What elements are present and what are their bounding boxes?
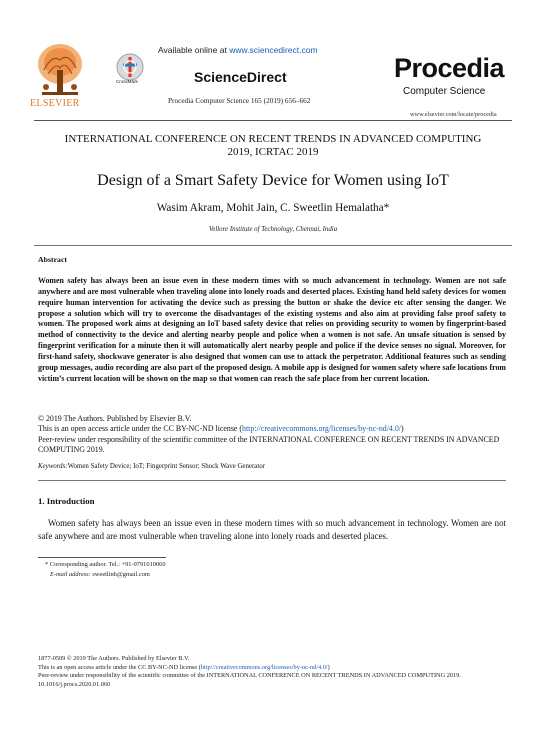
email-label: E-mail address: [50,571,91,578]
email-line [50,571,150,578]
open-access-prefix: This is an open access article under the CC BY-NC-ND license ( [38,424,243,434]
issn-line: 1877-0509 © 2019 The Authors. Published by Elsevier B.V. [38,655,190,662]
publisher-name: ELSEVIER [30,98,80,109]
journal-logo-title: Procedia [394,53,505,83]
author-affiliation: Vellore Institute of Technology, Chennai, India [208,226,338,233]
introduction-heading: 1. Introduction [38,496,95,506]
conference-name [34,133,512,158]
doi-line[interactable]: 10.1016/j.procs.2020.01.060 [38,681,111,689]
title-divider [34,245,512,246]
sciencedirect-link[interactable]: www.sciencedirect.com [229,45,318,55]
journal-logo-subtitle: Computer Science [403,86,486,97]
available-online-prefix: Available online at [158,45,230,55]
email-address[interactable]: sweetlinh@gmail.com [92,571,150,578]
license-block [38,414,508,456]
copyright-line: © 2019 The Authors. Published by Elsevier B.V. [38,414,192,423]
keywords-label: Keywords: [38,463,68,470]
bottom-open-access-suffix: ) [327,663,330,671]
elsevier-tree-logo [34,40,86,100]
publication-info [38,655,508,690]
bottom-license-link[interactable]: http://creativecommons.org/licenses/by-nc-nd/4.0/ [200,663,328,671]
corresponding-author: * Corresponding author. Tel.: +91-9791010060 [45,561,166,568]
keywords-line [38,463,508,470]
paper-title: Design of a Smart Safety Device for Women using IoT [97,172,449,189]
open-access-suffix: ) [400,424,404,434]
bottom-open-access-prefix: This is an open access article under the CC BY-NC-ND license ( [38,663,201,671]
crossmark-label: CrossMark [116,79,138,84]
keywords-text: Women Safety Device; IoT; Fingerprint Sensor; Shock Wave Generator [67,463,265,470]
peer-review-line: Peer-review under responsibility of the scientific committee of the INTERNATIONAL CONFERENCE ON RECENT TRENDS IN ADVANCED COMPUTING 2019. [38,434,500,455]
conference-line-2: 2019, ICRTAC 2019 [227,145,319,158]
introduction-text: Women safety has always been an issue even in these modern times with so much advancement in technology. Women are not safe anywhere and are most vulnerable when traveling alone into lonely roads and deserted places. [38,518,506,541]
paper-authors: Wasim Akram, Mohit Jain, C. Sweetlin Hemalatha* [156,202,390,214]
bottom-open-access-line [38,664,508,673]
footnote-divider [38,557,166,558]
bottom-peer-review-line: Peer-review under responsibility of the scientific committee of the INTERNATIONAL CONFERENCE ON RECENT TRENDS IN ADVANCED COMPUTING 2019. [38,672,461,680]
abstract-text: Women safety has always been an issue even in these modern times with so much advancement in technology. Women are not safe anywhere and are most vulnerable when traveling alone into lonely roads and deserted places. Existing hand held safety devices for women require human intervention for activating the device such as pressing the button or shake the device etc after sensing the danger. We propose a solution which will try to overcome the disadvantages of the existing systems and also aim at providing false proof safety to women. The proposed work aims at designing an IoT based safety device that relies on providing security to women by fingerprint-based method of connectivity to the device and alerting nearby people and police when a women is not safe. An unsafe situation is sensed by fingerprint verification for a minute then it will automatically alert nearby people and police if the device senses no signal. Moreover, for first-hand safety, shockwave generator is also designed that women can use to attack the perpetrator. Additional features such as sending group messages, audio recording are also part of the proposed design. A mobile app is designed for women safety where safe locations from victim’s current location will be shown on the map so that women can reach the safe place from her current location. [38,276,506,383]
abstract-heading: Abstract [38,255,68,264]
license-link[interactable]: http://creativecommons.org/licenses/by-nc-nd/4.0/ [242,424,401,434]
sciencedirect-brand: ScienceDirect [194,69,287,85]
journal-url[interactable]: www.elsevier.com/locate/procedia [410,111,497,118]
available-online-line [158,45,318,55]
conference-line-1: INTERNATIONAL CONFERENCE ON RECENT TRENDS IN ADVANCED COMPUTING [64,133,482,145]
header-divider [34,120,512,121]
abstract-divider [38,480,506,481]
open-access-line [38,424,508,434]
crossmark-icon[interactable] [115,52,145,82]
journal-reference: Procedia Computer Science 165 (2019) 656–662 [168,96,311,105]
